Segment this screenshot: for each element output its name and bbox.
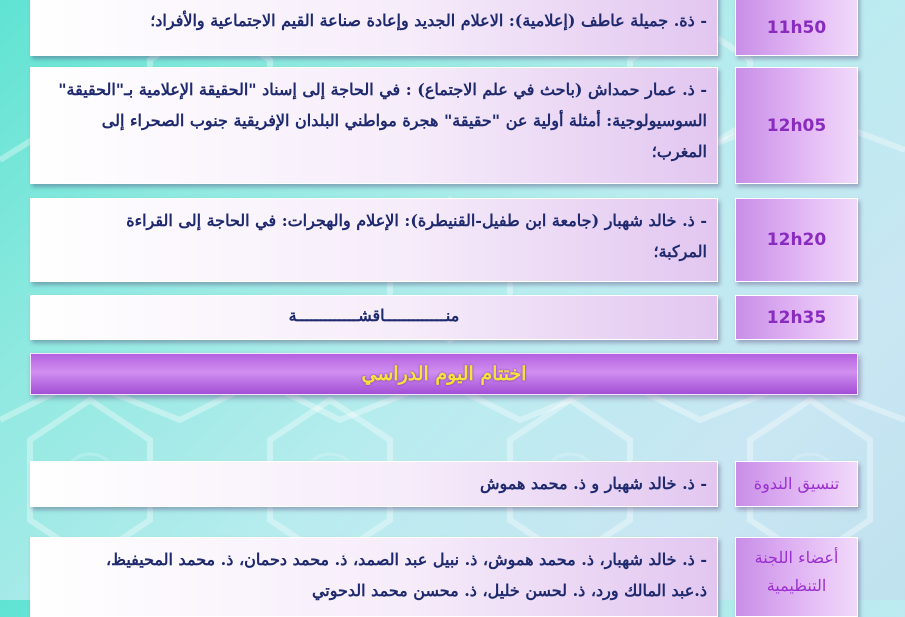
coordination-text: - ذ. خالد شهبار و ذ. محمد هموش bbox=[479, 474, 707, 493]
closing-banner-text: اختتام اليوم الدراسي bbox=[361, 363, 527, 385]
time-label: 11h50 bbox=[766, 18, 827, 38]
time-label: 12h05 bbox=[766, 115, 827, 136]
program-item-text-line-1: - ذ. خالد شهبار (جامعة ابن طفيل-القنيطرة): الإعلام والهجرات: في الحاجة إلى القراءة bbox=[126, 211, 707, 230]
time-label: 12h20 bbox=[766, 230, 827, 250]
program-item-1 bbox=[30, 0, 718, 56]
discussion-label: منـــــــــــــاقشـــــــــــــة bbox=[288, 306, 460, 325]
time-label: 12h35 bbox=[766, 307, 827, 328]
committee-label-line-2: التنظيمية bbox=[766, 576, 827, 595]
program-item-text: - ذة. جميلة عاطف (إعلامية): الاعلام الجديد وإعادة صناعة القيم الاجتماعية والأفراد؛ bbox=[150, 11, 707, 30]
coordination-label: تنسيق الندوة bbox=[753, 474, 840, 493]
program-item-text-line-2: المركبة؛ bbox=[653, 242, 707, 261]
committee-label-box bbox=[735, 537, 858, 617]
committee-row bbox=[30, 537, 718, 617]
committee-text-line-2: ذ.عبد المالك ورد، ذ. لحسن خليل، ذ. محسن محمد الدحوتي bbox=[311, 581, 707, 600]
program-item-3 bbox=[30, 198, 718, 282]
program-time-2 bbox=[735, 67, 858, 184]
coordination-row bbox=[30, 461, 718, 507]
program-item-4 bbox=[30, 295, 718, 340]
program-item-2 bbox=[30, 67, 718, 184]
program-item-text-line-1: - ذ. عمار حمداش (باحث في علم الاجتماع) : في الحاجة إلى إسناد "الحقيقة الإعلامية بـ"الحقيقة" bbox=[58, 80, 707, 99]
coordination-label-box bbox=[735, 461, 858, 507]
program-time-1 bbox=[735, 0, 858, 56]
committee-label-line-1: أعضاء اللجنة bbox=[754, 548, 839, 567]
closing-banner bbox=[30, 353, 858, 395]
committee-text-line-1: - ذ. خالد شهبار، ذ. محمد هموش، ذ. نبيل عبد الصمد، ذ. محمد دحمان، ذ. محمد المحيفيظ، bbox=[105, 550, 707, 569]
program-item-text-line-2: السوسيولوجية: أمثلة أولية عن "حقيقة" هجرة مواطني البلدان الإفريقية جنوب الصحراء إلى المغرب؛ bbox=[101, 111, 707, 161]
program-time-4 bbox=[735, 295, 858, 340]
program-time-3 bbox=[735, 198, 858, 282]
